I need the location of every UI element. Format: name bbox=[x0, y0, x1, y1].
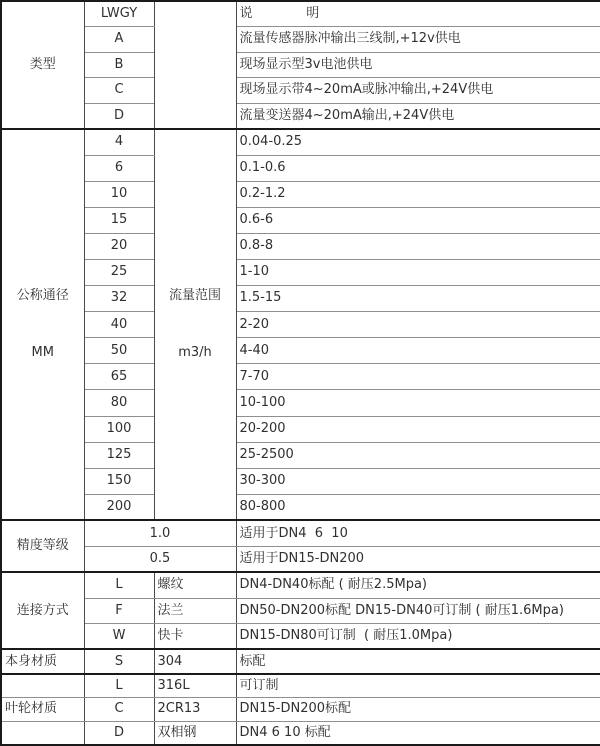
connection-name-cell: 快卡 bbox=[154, 624, 236, 650]
body-material-code-cell: S bbox=[84, 649, 154, 674]
flow-range-cell: 0.6-6 bbox=[236, 207, 600, 233]
accuracy-value-cell: 0.5 bbox=[84, 546, 236, 572]
table-row bbox=[1, 312, 600, 338]
flow-range-cell: 0.1-0.6 bbox=[236, 155, 600, 181]
type-code-cell: B bbox=[84, 52, 154, 78]
table-row bbox=[1, 286, 600, 312]
impeller-section-label: 叶轮材质 bbox=[1, 698, 84, 721]
type-code-cell: D bbox=[84, 103, 154, 129]
table-row bbox=[1, 155, 600, 181]
table-row bbox=[1, 598, 600, 624]
accuracy-section-label: 精度等级 bbox=[1, 520, 84, 572]
type-code-cell: A bbox=[84, 27, 154, 53]
table-row bbox=[1, 624, 600, 650]
flow-range-cell: 7-70 bbox=[236, 364, 600, 390]
impeller-name-cell: 316L bbox=[154, 674, 236, 697]
dn-value-cell: 32 bbox=[84, 286, 154, 312]
impeller-code-cell: L bbox=[84, 674, 154, 697]
table-row bbox=[1, 129, 600, 155]
diameter-label-line1: 公称通径 bbox=[16, 288, 69, 304]
dn-value-cell: 6 bbox=[84, 155, 154, 181]
connection-section-label: 连接方式 bbox=[1, 572, 84, 649]
connection-name-cell: 法兰 bbox=[154, 598, 236, 624]
dn-value-cell: 125 bbox=[84, 442, 154, 468]
table-row bbox=[1, 520, 600, 546]
table-row bbox=[1, 103, 600, 129]
flow-range-cell: 10-100 bbox=[236, 390, 600, 416]
table-row bbox=[1, 27, 600, 53]
dn-value-cell: 25 bbox=[84, 259, 154, 285]
table-row bbox=[1, 390, 600, 416]
impeller-empty-label-cell bbox=[1, 674, 84, 697]
accuracy-value-cell: 1.0 bbox=[84, 520, 236, 546]
connection-desc-cell: DN4-DN40标配 ( 耐压2.5Mpa) bbox=[236, 572, 600, 598]
dn-value-cell: 4 bbox=[84, 129, 154, 155]
dn-value-cell: 80 bbox=[84, 390, 154, 416]
flow-range-cell: 0.8-8 bbox=[236, 233, 600, 259]
dn-value-cell: 150 bbox=[84, 468, 154, 494]
flow-range-cell: 20-200 bbox=[236, 416, 600, 442]
type-desc-cell: 现场显示型3v电池供电 bbox=[236, 52, 600, 78]
flow-range-cell: 1.5-15 bbox=[236, 286, 600, 312]
table-row bbox=[1, 698, 600, 721]
table-row bbox=[1, 546, 600, 572]
table-row bbox=[1, 468, 600, 494]
connection-desc-cell: DN50-DN200标配 DN15-DN40可订制 ( 耐压1.6Mpa) bbox=[236, 598, 600, 624]
table-row bbox=[1, 78, 600, 104]
impeller-code-cell: D bbox=[84, 721, 154, 744]
flow-range-label bbox=[154, 129, 236, 520]
table-row bbox=[1, 181, 600, 207]
type-desc-cell: 现场显示带4~20mA或脉冲输出,+24V供电 bbox=[236, 78, 600, 104]
diameter-label-line2: MM bbox=[31, 344, 54, 360]
accuracy-desc-cell: 适用于DN4 6 10 bbox=[236, 520, 600, 546]
diameter-section-label bbox=[1, 129, 84, 520]
type-desc-cell: 流量变送器4~20mA输出,+24V供电 bbox=[236, 103, 600, 129]
dn-value-cell: 10 bbox=[84, 181, 154, 207]
impeller-name-cell: 双相钢 bbox=[154, 721, 236, 744]
flow-range-cell: 2-20 bbox=[236, 312, 600, 338]
connection-code-cell: F bbox=[84, 598, 154, 624]
impeller-desc-cell: DN15-DN200标配 bbox=[236, 698, 600, 721]
table-row bbox=[1, 364, 600, 390]
type-desc-cell: 流量传感器脉冲输出三线制,+12v供电 bbox=[236, 27, 600, 53]
table-row bbox=[1, 494, 600, 520]
dn-value-cell: 40 bbox=[84, 312, 154, 338]
body-material-desc-cell: 标配 bbox=[236, 649, 600, 674]
impeller-desc-cell: 可订制 bbox=[236, 674, 600, 697]
table-row bbox=[1, 338, 600, 364]
impeller-empty-label-cell bbox=[1, 721, 84, 744]
dn-value-cell: 20 bbox=[84, 233, 154, 259]
flow-range-label-line1: 流量范围 bbox=[168, 288, 221, 304]
body-material-section-label: 本身材质 bbox=[1, 649, 84, 674]
flow-range-cell: 30-300 bbox=[236, 468, 600, 494]
flow-range-cell: 1-10 bbox=[236, 259, 600, 285]
table-row bbox=[1, 52, 600, 78]
model-code-header: LWGY bbox=[84, 1, 154, 27]
flow-range-cell: 0.2-1.2 bbox=[236, 181, 600, 207]
table-row bbox=[1, 721, 600, 744]
table-row bbox=[1, 649, 600, 674]
body-material-name-cell: 304 bbox=[154, 649, 236, 674]
table-row bbox=[1, 259, 600, 285]
table-row bbox=[1, 442, 600, 468]
impeller-name-cell: 2CR13 bbox=[154, 698, 236, 721]
dn-value-cell: 100 bbox=[84, 416, 154, 442]
table-row bbox=[1, 207, 600, 233]
impeller-code-cell: C bbox=[84, 698, 154, 721]
table-row bbox=[1, 572, 600, 598]
flow-range-cell: 4-40 bbox=[236, 338, 600, 364]
connection-code-cell: L bbox=[84, 572, 154, 598]
flow-range-cell: 0.04-0.25 bbox=[236, 129, 600, 155]
description-header: 说 明 bbox=[236, 1, 600, 27]
dn-value-cell: 200 bbox=[84, 494, 154, 520]
type-code-cell: C bbox=[84, 78, 154, 104]
dn-value-cell: 15 bbox=[84, 207, 154, 233]
table-row bbox=[1, 674, 600, 697]
dn-value-cell: 65 bbox=[84, 364, 154, 390]
type-empty-cell bbox=[154, 1, 236, 129]
table-row bbox=[1, 1, 600, 27]
impeller-desc-cell: DN4 6 10 标配 bbox=[236, 721, 600, 744]
connection-desc-cell: DN15-DN80可订制 ( 耐压1.0Mpa) bbox=[236, 624, 600, 650]
table-row bbox=[1, 416, 600, 442]
connection-code-cell: W bbox=[84, 624, 154, 650]
connection-name-cell: 螺纹 bbox=[154, 572, 236, 598]
flow-range-label-line2: m3/h bbox=[178, 344, 212, 360]
flow-range-cell: 80-800 bbox=[236, 494, 600, 520]
flow-range-cell: 25-2500 bbox=[236, 442, 600, 468]
type-section-label: 类型 bbox=[1, 1, 84, 129]
table-row bbox=[1, 233, 600, 259]
dn-value-cell: 50 bbox=[84, 338, 154, 364]
accuracy-desc-cell: 适用于DN15-DN200 bbox=[236, 546, 600, 572]
